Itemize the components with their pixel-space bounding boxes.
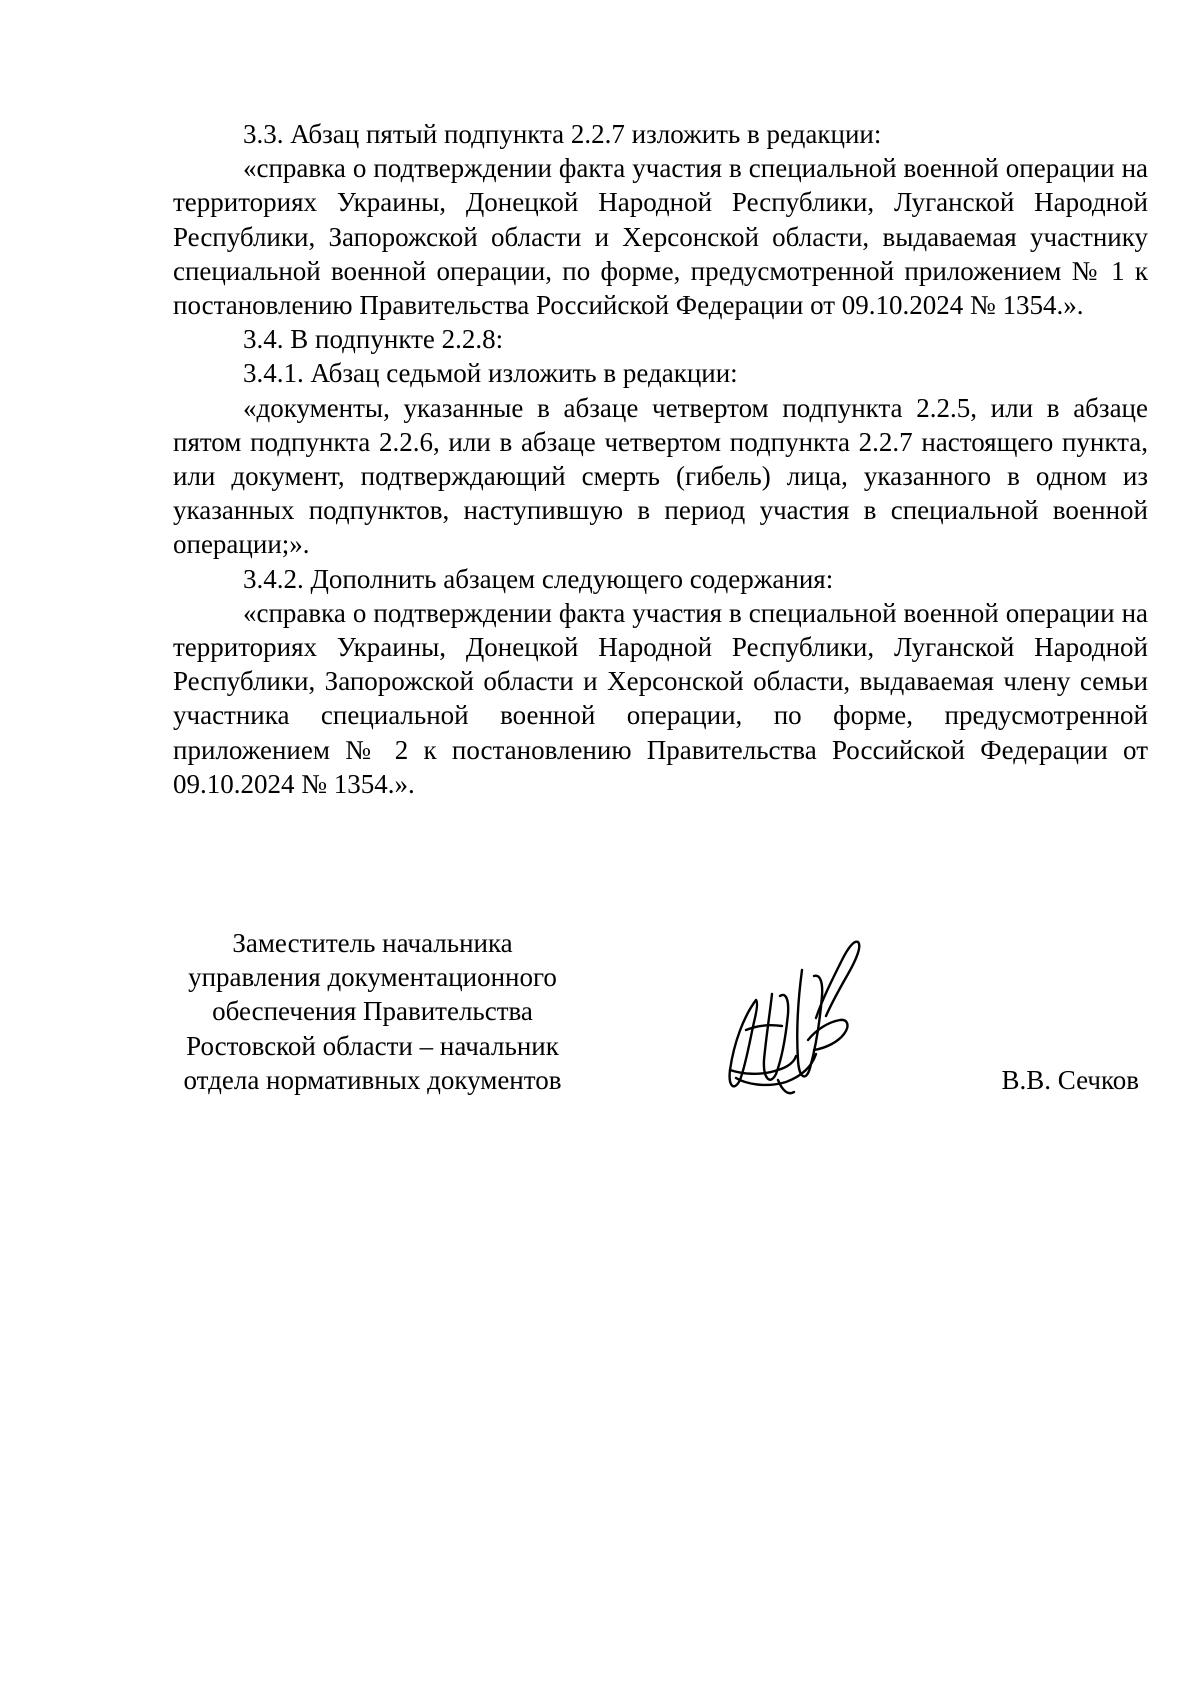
signer-title-line: управления документационного: [188, 962, 557, 993]
signer-name: В.В. Сечков: [1001, 1065, 1139, 1095]
signer-title-line: Ростовской области – начальник: [186, 1030, 559, 1061]
paragraph-3-4-2: 3.4.2. Дополнить абзацем следующего содержания:: [243, 563, 834, 594]
paragraph-3-4: 3.4. В подпункте 2.2.8:: [243, 324, 504, 355]
document-body: [173, 117, 1148, 801]
signer-title-line: Заместитель начальника: [232, 928, 513, 958]
paragraph-3-3-text: «справка о подтверждении факта участия в специальной военной операции на территориях Украины, Донецкой Народной Республики, Луганской Народной Республики, Запорожской области и Херсонской области, выдаваемая участнику специальной военной операции, по форме, предусмотренной приложением № 1 к постановлению Правительства Российской Федерации от 09.10.2024 № 1354.».: [173, 153, 1148, 321]
handwritten-signature: [716, 930, 866, 1100]
signer-title-line: отдела нормативных документов: [183, 1064, 562, 1095]
signer-title-line: обеспечения Правительства: [212, 996, 533, 1027]
paragraph-3-4-2-text: «справка о подтверждении факта участия в специальной военной операции на территориях Украины, Донецкой Народной Республики, Луганской Народной Республики, Запорожской области и Херсонской области, выдаваемая члену семьи участника специальной военной операции, по форме, предусмотренной приложением № 2 к постановлению Правительства Российской Федерации от 09.10.2024 № 1354.».: [173, 597, 1148, 799]
signer-title: [160, 926, 585, 1097]
signature-block: [160, 926, 1160, 1106]
paragraph-3-4-1: 3.4.1. Абзац седьмой изложить в редакции:: [243, 358, 738, 389]
paragraph-3-4-1-text: «документы, указанные в абзаце четвертом подпункта 2.2.5, или в абзаце пятом подпункта 2.2.6, или в абзаце четвертом подпункта 2.2.7 настоящего пункта, или документ, подтверждающий смерть (гибель) лица, указанного в одном из указанных подпунктов, наступившую в период участия в специальной военной операции;».: [173, 392, 1148, 560]
paragraph-3-3: 3.3. Абзац пятый подпункта 2.2.7 изложить в редакции:: [243, 119, 882, 149]
